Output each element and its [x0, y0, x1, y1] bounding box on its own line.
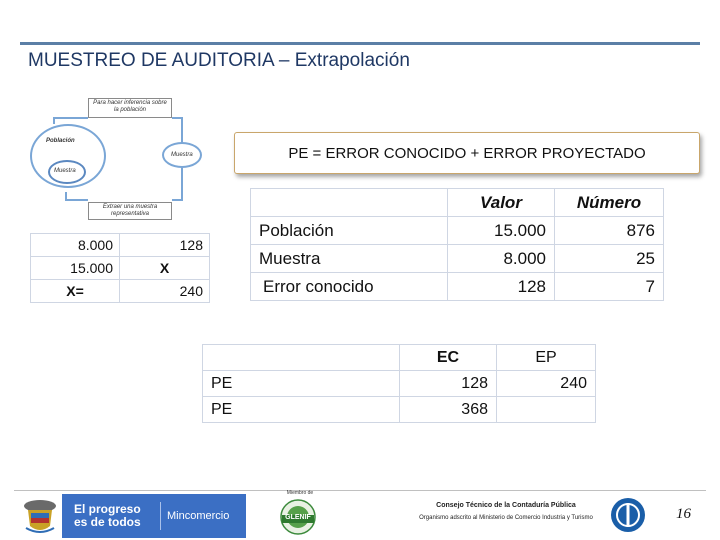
sample-inner-label: Muestra: [54, 168, 76, 174]
table-cell: PE: [203, 371, 400, 397]
table-cell: [497, 397, 596, 423]
glenif-label: GLENIF: [285, 514, 311, 521]
table-row: [31, 280, 210, 303]
gov-slogan: [62, 503, 154, 529]
table-cell: 240: [497, 371, 596, 397]
table-cell: 128: [400, 371, 497, 397]
footer-divider: [14, 490, 706, 491]
table-row: [251, 245, 664, 273]
table-row: [251, 273, 664, 301]
table-cell: 8.000: [448, 245, 555, 273]
table-cell: 25: [555, 245, 664, 273]
table-header-cell: Valor: [448, 189, 555, 217]
table-cell: PE: [203, 397, 400, 423]
table-header-row: [203, 345, 596, 371]
title-underline: [20, 42, 700, 45]
gov-divider: [160, 502, 161, 530]
table-cell: 128: [120, 234, 210, 257]
colombia-coat-of-arms-icon: [20, 496, 60, 536]
table-cell: 128: [448, 273, 555, 301]
table-cell: Población: [251, 217, 448, 245]
population-sample-table: [250, 188, 664, 301]
table-header-row: [251, 189, 664, 217]
table-header-cell: [251, 189, 448, 217]
table-row: [203, 371, 596, 397]
table-cell: 15.000: [448, 217, 555, 245]
population-label: Población: [46, 138, 75, 144]
gov-slogan-line2: es de todos: [74, 515, 141, 529]
table-header-cell: EC: [400, 345, 497, 371]
rule-of-three-table: [30, 233, 210, 303]
inference-note: Para hacer inferencia sobre la población: [88, 98, 172, 118]
table-cell: 8.000: [31, 234, 120, 257]
glenif-member-note: Miembro de: [286, 490, 314, 496]
ministry-name: Mincomercio: [167, 510, 230, 522]
ctcp-logo-icon: [610, 497, 646, 533]
table-cell: 15.000: [31, 257, 120, 280]
ctcp-subtitle: Organismo adscrito al Ministerio de Comercio Industria y Turismo: [419, 515, 593, 521]
government-banner: [62, 494, 246, 538]
sampling-diagram: [26, 96, 216, 222]
sample-label: Muestra: [171, 152, 193, 158]
formula-box: PE = ERROR CONOCIDO + ERROR PROYECTADO: [234, 132, 700, 174]
table-cell: X=: [31, 280, 120, 303]
table-cell: 240: [120, 280, 210, 303]
table-row: [203, 397, 596, 423]
table-cell: X: [120, 257, 210, 280]
table-cell: 368: [400, 397, 497, 423]
gov-slogan-line1: El progreso: [74, 502, 141, 516]
table-row: [251, 217, 664, 245]
table-cell: 876: [555, 217, 664, 245]
table-cell: 7: [555, 273, 664, 301]
slide-title: MUESTREO DE AUDITORIA – Extrapolación: [28, 50, 410, 71]
table-header-cell: Número: [555, 189, 664, 217]
table-cell: Muestra: [251, 245, 448, 273]
ec-ep-table: [202, 344, 596, 423]
page-number: 16: [676, 506, 691, 522]
ctcp-name: Consejo Técnico de la Contaduría Pública: [436, 502, 576, 509]
extract-note: Extraer una muestra representativa: [88, 202, 172, 220]
table-row: [31, 234, 210, 257]
table-cell: Error conocido: [251, 273, 448, 301]
table-row: [31, 257, 210, 280]
table-header-cell: EP: [497, 345, 596, 371]
table-header-cell: [203, 345, 400, 371]
